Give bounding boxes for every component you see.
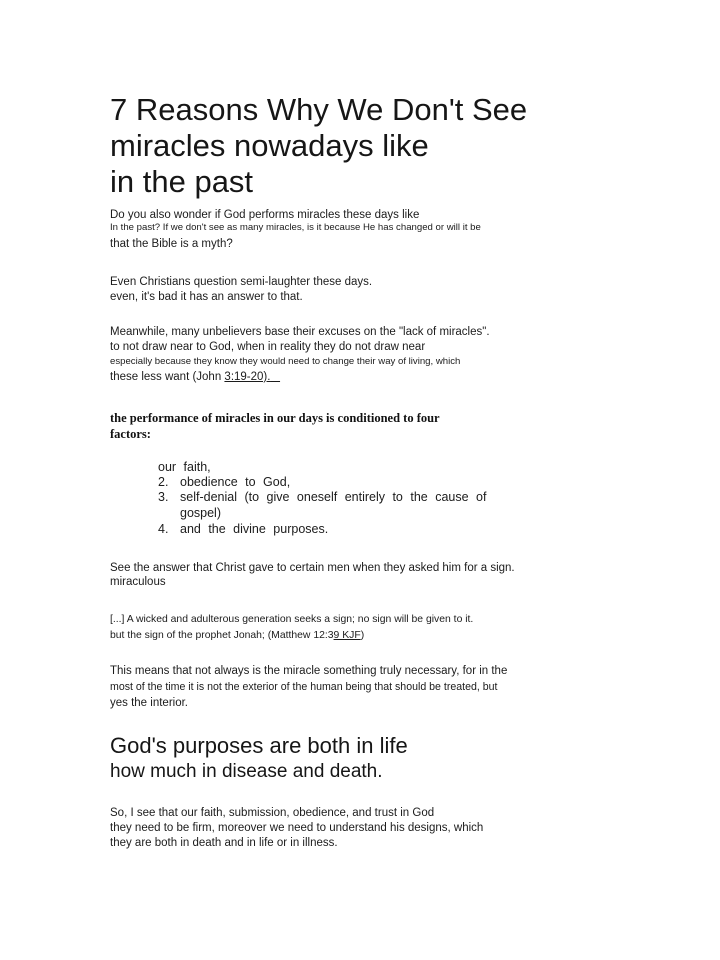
quote-line-1: [...] A wicked and adulterous generation seeks a sign; no sign will be given to it.	[110, 614, 474, 625]
title-line-3: in the past	[110, 164, 254, 199]
para2-line-1: Even Christians question semi-laughter these days.	[110, 276, 373, 288]
factor-item-3-line-2: gospel)	[180, 506, 221, 520]
quote-line-2-end: )	[360, 630, 365, 641]
factor-item-4-number: 4.	[158, 522, 169, 536]
factor-item-3-line-1: self-denial (to give oneself entirely to the cause of	[180, 490, 487, 504]
factor-item-4: and the divine purposes.	[180, 522, 329, 536]
para6-line-3: they are both in death and in life or in illness.	[110, 837, 338, 849]
intro-line-1: Do you also wonder if God performs miracles these days like	[110, 209, 420, 221]
para5-line-2: most of the time it is not the exterior of the human being that should be treated, but	[110, 681, 498, 693]
para5-line-3: yes the interior.	[110, 697, 188, 709]
para3-line-2: to not draw near to God, when in reality they do not draw near	[110, 341, 426, 353]
quote-line-2-text: but the sign of the prophet Jonah; (Matthew 12:3	[110, 630, 334, 641]
factors-heading-line-1: the performance of miracles in our days is conditioned to four	[110, 411, 440, 425]
subheading-line-2: how much in disease and death.	[110, 761, 383, 782]
factor-item-1: our faith,	[158, 460, 211, 474]
title-line-2: miracles nowadays like	[110, 128, 429, 163]
intro-line-2: In the past? If we don't see as many miracles, is it because He has changed or will it be	[110, 222, 481, 233]
para4-line-1: See the answer that Christ gave to certain men when they asked him for a sign.	[110, 562, 515, 574]
para2-line-2: even, it's bad it has an answer to that.	[110, 291, 303, 303]
factors-heading-line-2: factors:	[110, 427, 151, 441]
para4-line-2: miraculous	[110, 576, 166, 588]
factor-item-2-number: 2.	[158, 475, 169, 489]
title-line-1: 7 Reasons Why We Don't See	[110, 92, 528, 127]
quote-line-2	[110, 630, 364, 642]
trailing-underline	[270, 371, 280, 383]
para6-line-1: So, I see that our faith, submission, obedience, and trust in God	[110, 807, 435, 819]
para3-line-4-text: these less want (John	[110, 371, 225, 383]
subheading-line-1: God's purposes are both in life	[110, 733, 408, 758]
john-reference-link[interactable]: 3:19-20).	[224, 371, 271, 383]
para6-line-2: they need to be firm, moreover we need to understand his designs, which	[110, 822, 484, 834]
factor-item-3-number: 3.	[158, 490, 169, 504]
para5-line-1: This means that not always is the miracle something truly necessary, for in the	[110, 665, 508, 677]
intro-line-3: that the Bible is a myth?	[110, 238, 233, 250]
factor-item-2: obedience to God,	[180, 475, 291, 489]
matthew-reference-link[interactable]: 9 KJF	[333, 630, 361, 641]
para3-line-1: Meanwhile, many unbelievers base their excuses on the "lack of miracles".	[110, 326, 490, 338]
para3-line-3: especially because they know they would need to change their way of living, which	[110, 356, 461, 367]
para3-line-4	[110, 370, 280, 384]
